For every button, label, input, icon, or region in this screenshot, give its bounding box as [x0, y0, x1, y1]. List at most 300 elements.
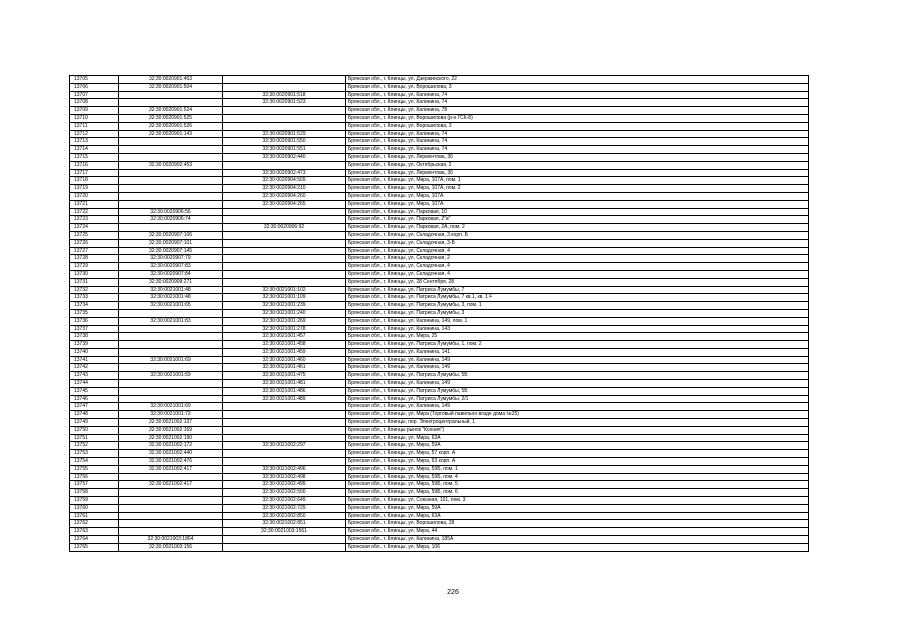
object-cadastral-number-cell: 32:30:0020904:265	[223, 200, 346, 208]
table-row	[70, 122, 809, 130]
row-number-cell: 13752	[70, 442, 119, 450]
row-number-cell: 13751	[70, 434, 119, 442]
address-cell: Брянская обл., г. Клинцы, ул. Мира, 107А, пом. 2	[346, 185, 809, 193]
registry-table-body	[70, 76, 809, 552]
cadastral-number-cell	[119, 489, 223, 497]
row-number-cell: 13764	[70, 536, 119, 544]
row-number-cell: 13716	[70, 161, 119, 169]
row-number-cell: 13754	[70, 458, 119, 466]
object-cadastral-number-cell: 32:30:0021001:457	[223, 333, 346, 341]
address-cell: Брянская обл., г. Клинцы, ул. Мира, 107А	[346, 192, 809, 200]
object-cadastral-number-cell	[223, 161, 346, 169]
object-cadastral-number-cell: 32:30:0021001:459	[223, 348, 346, 356]
cadastral-number-cell: 32:30:0020901:526	[119, 122, 223, 130]
object-cadastral-number-cell	[223, 231, 346, 239]
table-row	[70, 333, 809, 341]
cadastral-number-cell: 32:30:0021002:172	[119, 442, 223, 450]
address-cell: Брянская обл., г. Клинцы, ул. Калинина, 78	[346, 107, 809, 115]
object-cadastral-number-cell: 32:30:0021001:109	[223, 294, 346, 302]
row-number-cell: 13708	[70, 99, 119, 107]
row-number-cell: 13723	[70, 216, 119, 224]
row-number-cell: 13758	[70, 489, 119, 497]
address-cell: Брянская обл., г. Клинцы, ул. Складочная, 4	[346, 247, 809, 255]
cadastral-number-cell: 32:30:0020901:524	[119, 107, 223, 115]
object-cadastral-number-cell: 32:30:0020904:509	[223, 177, 346, 185]
table-row	[70, 341, 809, 349]
row-number-cell: 13724	[70, 224, 119, 232]
cadastral-number-cell: 32:30:0021001:48	[119, 286, 223, 294]
row-number-cell: 13744	[70, 380, 119, 388]
address-cell: Брянская обл., г. Клинцы, ул. 28 Сентября, 28	[346, 278, 809, 286]
object-cadastral-number-cell: 32:30:0021002:297	[223, 442, 346, 450]
cadastral-number-cell: 32:30:0021003:1864	[119, 536, 223, 544]
table-row	[70, 356, 809, 364]
table-row	[70, 247, 809, 255]
object-cadastral-number-cell	[223, 107, 346, 115]
table-row	[70, 169, 809, 177]
object-cadastral-number-cell	[223, 434, 346, 442]
table-row	[70, 231, 809, 239]
object-cadastral-number-cell	[223, 263, 346, 271]
row-number-cell: 13709	[70, 107, 119, 115]
cadastral-number-cell: 32:30:0020906:56	[119, 208, 223, 216]
table-row	[70, 192, 809, 200]
table-row	[70, 473, 809, 481]
address-cell: Брянская обл., г. Клинцы, ул. Калинина, 74	[346, 138, 809, 146]
row-number-cell: 13731	[70, 278, 119, 286]
cadastral-number-cell: 32:30:0021002:417	[119, 481, 223, 489]
address-cell: Брянская обл., г. Клинцы, ул. Калинина, 149	[346, 356, 809, 364]
row-number-cell: 13721	[70, 200, 119, 208]
address-cell: Брянская обл., г. Клинцы, ул. Калинина, 149	[346, 364, 809, 372]
object-cadastral-number-cell	[223, 83, 346, 91]
object-cadastral-number-cell: 32:30:0021003:1561	[223, 528, 346, 536]
address-cell: Брянская обл., г. Клинцы, ул. Калинина, 74	[346, 130, 809, 138]
object-cadastral-number-cell: 32:30:0020901:551	[223, 146, 346, 154]
object-cadastral-number-cell: 32:30:0021001:461	[223, 364, 346, 372]
row-number-cell: 13760	[70, 504, 119, 512]
cadastral-number-cell	[119, 224, 223, 232]
table-row	[70, 278, 809, 286]
row-number-cell: 13740	[70, 348, 119, 356]
object-cadastral-number-cell	[223, 411, 346, 419]
table-row	[70, 286, 809, 294]
address-cell: Брянская обл., г. Клинцы, ул. Ворошилова, 3	[346, 122, 809, 130]
table-row	[70, 114, 809, 122]
cadastral-number-cell	[119, 504, 223, 512]
table-row	[70, 372, 809, 380]
address-cell: Брянская обл., г. Клинцы, ул. Парковая, 2"в"	[346, 216, 809, 224]
table-row	[70, 442, 809, 450]
table-row	[70, 263, 809, 271]
address-cell: Брянская обл., г. Клинцы, ул. Патриса Лумумбы, 5Б	[346, 387, 809, 395]
address-cell: Брянская обл., г. Клинцы, ул. Складочная, 2	[346, 255, 809, 263]
row-number-cell: 13748	[70, 411, 119, 419]
address-cell: Брянская обл., г. Клинцы, ул. Калинина, 141	[346, 348, 809, 356]
table-row	[70, 309, 809, 317]
table-row	[70, 536, 809, 544]
row-number-cell: 13713	[70, 138, 119, 146]
address-cell: Брянская обл., г. Клинцы, ул. Мира (Торговый павильон возде дома №25)	[346, 411, 809, 419]
row-number-cell: 13741	[70, 356, 119, 364]
address-cell: Брянская обл., г. Клинцы, ул. Складочная, 3-Б	[346, 239, 809, 247]
cadastral-number-cell	[119, 395, 223, 403]
table-row	[70, 419, 809, 427]
cadastral-number-cell	[119, 309, 223, 317]
table-row	[70, 325, 809, 333]
cadastral-number-cell	[119, 387, 223, 395]
table-row	[70, 528, 809, 536]
object-cadastral-number-cell: 32:30:0021002:729	[223, 504, 346, 512]
object-cadastral-number-cell: 32:30:0021001:486	[223, 387, 346, 395]
row-number-cell: 13734	[70, 302, 119, 310]
object-cadastral-number-cell: 32:30:0021001:239	[223, 302, 346, 310]
table-row	[70, 138, 809, 146]
table-row	[70, 348, 809, 356]
cadastral-number-cell: 32:30:0020907:101	[119, 239, 223, 247]
address-cell: Брянская обл., г. Клинцы, ул. Калинина, 185А	[346, 536, 809, 544]
object-cadastral-number-cell: 32:30:0021001:481	[223, 380, 346, 388]
row-number-cell: 13746	[70, 395, 119, 403]
table-row	[70, 450, 809, 458]
cadastral-number-cell	[119, 185, 223, 193]
table-row	[70, 380, 809, 388]
address-cell: Брянская обл., г. Клинцы, ул. Калинина, 74	[346, 91, 809, 99]
object-cadastral-number-cell: 32:30:0021002:499	[223, 481, 346, 489]
object-cadastral-number-cell: 32:30:0021002:649	[223, 497, 346, 505]
table-row	[70, 520, 809, 528]
address-cell: Брянская обл., г. Клинцы, ул. Складочная, 4	[346, 270, 809, 278]
table-row	[70, 458, 809, 466]
cadastral-number-cell: 32:30:0021002:190	[119, 434, 223, 442]
table-row	[70, 403, 809, 411]
row-number-cell: 13719	[70, 185, 119, 193]
cadastral-number-cell: 32:30:0021003:156	[119, 543, 223, 551]
row-number-cell: 13729	[70, 263, 119, 271]
cadastral-number-cell: 32:30:0020907:79	[119, 255, 223, 263]
object-cadastral-number-cell: 32:30:0020901:518	[223, 91, 346, 99]
table-row	[70, 302, 809, 310]
address-cell: Брянская обл., г. Клинцы, ул. Калинина, 143	[346, 325, 809, 333]
cadastral-number-cell: 32:30:0020907:145	[119, 247, 223, 255]
address-cell: Брянская обл., г. Клинцы, ул. Лермонтова, 36	[346, 153, 809, 161]
address-cell: Брянская обл., г. Клинцы, ул. Мира, 59А	[346, 442, 809, 450]
object-cadastral-number-cell: 32:30:0021002:498	[223, 473, 346, 481]
table-row	[70, 83, 809, 91]
object-cadastral-number-cell: 32:30:0021002:496	[223, 465, 346, 473]
row-number-cell: 13717	[70, 169, 119, 177]
table-row	[70, 317, 809, 325]
cadastral-number-cell: 32:30:0021002:440	[119, 450, 223, 458]
object-cadastral-number-cell	[223, 278, 346, 286]
row-number-cell: 13707	[70, 91, 119, 99]
table-row	[70, 543, 809, 551]
table-row	[70, 411, 809, 419]
table-row	[70, 76, 809, 84]
cadastral-number-cell	[119, 512, 223, 520]
table-row	[70, 185, 809, 193]
row-number-cell: 13705	[70, 76, 119, 84]
table-row	[70, 216, 809, 224]
table-row	[70, 497, 809, 505]
table-row	[70, 153, 809, 161]
address-cell: Брянская обл., г. Клинцы, ул. Мира, 63А	[346, 512, 809, 520]
row-number-cell: 13720	[70, 192, 119, 200]
cadastral-number-cell	[119, 364, 223, 372]
row-number-cell: 13711	[70, 122, 119, 130]
address-cell: Брянская обл., г. Клинцы, ул. Мира, 25	[346, 333, 809, 341]
table-row	[70, 146, 809, 154]
cadastral-number-cell	[119, 99, 223, 107]
address-cell: Брянская обл., г. Клинцы, ул. Калинина, 149	[346, 403, 809, 411]
cadastral-number-cell	[119, 380, 223, 388]
row-number-cell: 13761	[70, 512, 119, 520]
row-number-cell: 13762	[70, 520, 119, 528]
row-number-cell: 13757	[70, 481, 119, 489]
table-row	[70, 364, 809, 372]
row-number-cell: 13714	[70, 146, 119, 154]
address-cell: Брянская обл., г. Клинцы, ул. Патриса Лумумбы, 3, пом. 1	[346, 302, 809, 310]
address-cell: Брянская обл., г. Клинцы, пер. Электроцентральный, 1	[346, 419, 809, 427]
row-number-cell: 13725	[70, 231, 119, 239]
object-cadastral-number-cell	[223, 114, 346, 122]
address-cell: Брянская обл., г. Клинцы, ул. Лермонтова, 36	[346, 169, 809, 177]
cadastral-number-cell	[119, 169, 223, 177]
row-number-cell: 13742	[70, 364, 119, 372]
object-cadastral-number-cell	[223, 543, 346, 551]
address-cell: Брянская обл., г. Клинцы, ул. Калинина, 74	[346, 99, 809, 107]
address-cell: Брянская обл., г. Клинцы, ул. Мира, 106	[346, 543, 809, 551]
table-row	[70, 107, 809, 115]
row-number-cell: 13737	[70, 325, 119, 333]
cadastral-number-cell	[119, 146, 223, 154]
row-number-cell: 13736	[70, 317, 119, 325]
object-cadastral-number-cell	[223, 76, 346, 84]
cadastral-number-cell: 32:30:0020901:504	[119, 83, 223, 91]
table-row	[70, 224, 809, 232]
address-cell: Брянская обл., г. Клинцы, ул. Ворошилова, 28	[346, 520, 809, 528]
table-row	[70, 239, 809, 247]
cadastral-number-cell	[119, 153, 223, 161]
cadastral-number-cell: 32:30:0021002:137	[119, 419, 223, 427]
row-number-cell: 13743	[70, 372, 119, 380]
address-cell: Брянская обл., г. Клинцы, ул. Мира, 59Б, пом. 1	[346, 465, 809, 473]
row-number-cell: 13763	[70, 528, 119, 536]
object-cadastral-number-cell	[223, 208, 346, 216]
row-number-cell: 13722	[70, 208, 119, 216]
address-cell: Брянская обл., г. Клинцы, ул. Калинина, 74	[346, 146, 809, 154]
object-cadastral-number-cell: 32:30:0021001:269	[223, 317, 346, 325]
object-cadastral-number-cell: 32:30:0020906:92	[223, 224, 346, 232]
row-number-cell: 13756	[70, 473, 119, 481]
table-row	[70, 395, 809, 403]
address-cell: Брянская обл., г. Клинцы, ул. Октябрьская, 2	[346, 161, 809, 169]
cadastral-number-cell	[119, 497, 223, 505]
address-cell: Брянская обл., г. Клинцы, ул. Мира, 44	[346, 528, 809, 536]
table-row	[70, 99, 809, 107]
row-number-cell: 13730	[70, 270, 119, 278]
table-row	[70, 489, 809, 497]
table-row	[70, 130, 809, 138]
row-number-cell: 13728	[70, 255, 119, 263]
table-row	[70, 161, 809, 169]
cadastral-number-cell: 32:30:0021001:69	[119, 403, 223, 411]
table-row	[70, 200, 809, 208]
object-cadastral-number-cell: 32:30:0021001:489	[223, 395, 346, 403]
object-cadastral-number-cell: 32:30:0021002:850	[223, 512, 346, 520]
cadastral-number-cell: 32:30:0020909:271	[119, 278, 223, 286]
object-cadastral-number-cell	[223, 403, 346, 411]
page-number: 226	[447, 589, 459, 596]
object-cadastral-number-cell	[223, 419, 346, 427]
object-cadastral-number-cell	[223, 239, 346, 247]
cadastral-number-cell	[119, 138, 223, 146]
row-number-cell: 13749	[70, 419, 119, 427]
row-number-cell: 13747	[70, 403, 119, 411]
row-number-cell: 13710	[70, 114, 119, 122]
table-row	[70, 255, 809, 263]
row-number-cell: 13750	[70, 426, 119, 434]
address-cell: Брянская обл., г. Клинцы, ул. Парковая, 10	[346, 208, 809, 216]
row-number-cell: 13753	[70, 450, 119, 458]
object-cadastral-number-cell	[223, 458, 346, 466]
table-row	[70, 426, 809, 434]
address-cell: Брянская обл., г. Клинцы, ул. Мира, 59Б, пом. 6	[346, 489, 809, 497]
table-row	[70, 465, 809, 473]
address-cell: Брянская обл., г. Клинцы, ул. Мира, 63 корп. А	[346, 458, 809, 466]
object-cadastral-number-cell: 32:30:0021002:851	[223, 520, 346, 528]
object-cadastral-number-cell	[223, 426, 346, 434]
row-number-cell: 13739	[70, 341, 119, 349]
object-cadastral-number-cell	[223, 450, 346, 458]
address-cell: Брянская обл., г. Клинцы, ул. Мира, 107А, пом. 1	[346, 177, 809, 185]
cadastral-number-cell: 32:30:0020907:84	[119, 270, 223, 278]
cadastral-number-cell	[119, 192, 223, 200]
address-cell: Брянская обл., г. Клинцы, ул. Мира, 59Б, пом. 4	[346, 473, 809, 481]
object-cadastral-number-cell: 32:30:0020901:550	[223, 138, 346, 146]
row-number-cell: 13715	[70, 153, 119, 161]
table-row	[70, 434, 809, 442]
address-cell: Брянская обл., г. Клинцы, ул. Калинина, 149, пом. 1	[346, 317, 809, 325]
cadastral-number-cell	[119, 341, 223, 349]
table-row	[70, 208, 809, 216]
cadastral-number-cell: 32:30:0020907:83	[119, 263, 223, 271]
cadastral-number-cell: 32:30:0021002:169	[119, 426, 223, 434]
row-number-cell: 13712	[70, 130, 119, 138]
address-cell: Брянская обл., г. Клинцы, ул. Патриса Лумумбы, 7	[346, 286, 809, 294]
cadastral-number-cell: 32:30:0021002:476	[119, 458, 223, 466]
object-cadastral-number-cell: 32:30:0021001:460	[223, 356, 346, 364]
address-cell: Брянская обл., г. Клинцы, ул. Мира, 59Б, пом. 5	[346, 481, 809, 489]
table-row	[70, 270, 809, 278]
cadastral-number-cell	[119, 200, 223, 208]
row-number-cell: 13759	[70, 497, 119, 505]
object-cadastral-number-cell	[223, 536, 346, 544]
registry-table	[69, 75, 809, 552]
row-number-cell: 13726	[70, 239, 119, 247]
row-number-cell: 13745	[70, 387, 119, 395]
cadastral-number-cell: 32:30:0021001:65	[119, 302, 223, 310]
object-cadastral-number-cell: 32:30:0020904:260	[223, 192, 346, 200]
address-cell: Брянская обл., г. Клинцы рынок "Ксения")	[346, 426, 809, 434]
cadastral-number-cell	[119, 348, 223, 356]
cadastral-number-cell	[119, 333, 223, 341]
cadastral-number-cell: 32:30:0020902:453	[119, 161, 223, 169]
table-row	[70, 481, 809, 489]
table-row	[70, 387, 809, 395]
object-cadastral-number-cell: 32:30:0021002:500	[223, 489, 346, 497]
cadastral-number-cell: 32:30:0020901:525	[119, 114, 223, 122]
cadastral-number-cell: 32:30:0021001:48	[119, 294, 223, 302]
address-cell: Брянская обл., г. Клинцы, ул. Мира, 57 корп. А	[346, 450, 809, 458]
address-cell: Брянская обл., г. Клинцы, ул. Патриса Лумумбы, 3	[346, 309, 809, 317]
row-number-cell: 13733	[70, 294, 119, 302]
address-cell: Брянская обл., г. Клинцы, ул. Калинина, 149	[346, 380, 809, 388]
row-number-cell: 13735	[70, 309, 119, 317]
object-cadastral-number-cell: 32:30:0020904:210	[223, 185, 346, 193]
cadastral-number-cell: 32:30:0021001:59	[119, 372, 223, 380]
object-cadastral-number-cell: 32:30:0020902:473	[223, 169, 346, 177]
row-number-cell: 13727	[70, 247, 119, 255]
address-cell: Брянская обл., г. Клинцы, ул. Патриса Лумумбы, 2/1	[346, 395, 809, 403]
table-row	[70, 91, 809, 99]
row-number-cell: 13738	[70, 333, 119, 341]
object-cadastral-number-cell: 32:30:0021001:458	[223, 341, 346, 349]
table-row	[70, 512, 809, 520]
address-cell: Брянская обл., г. Клинцы, ул. Мира, 107А	[346, 200, 809, 208]
cadastral-number-cell	[119, 473, 223, 481]
object-cadastral-number-cell	[223, 247, 346, 255]
row-number-cell: 13732	[70, 286, 119, 294]
object-cadastral-number-cell	[223, 270, 346, 278]
object-cadastral-number-cell	[223, 122, 346, 130]
object-cadastral-number-cell: 32:30:0021001:102	[223, 286, 346, 294]
address-cell: Брянская обл., г. Клинцы, ул. Патриса Лумумбы, 7 кв.1, кв. 1 F	[346, 294, 809, 302]
cadastral-number-cell: 32:30:0021001:69	[119, 356, 223, 364]
cadastral-number-cell: 32:30:0021001:83	[119, 317, 223, 325]
cadastral-number-cell: 32:30:0020906:74	[119, 216, 223, 224]
cadastral-number-cell: 32:30:0020907:106	[119, 231, 223, 239]
address-cell: Брянская обл., г. Клинцы, ул. Ворошилова, 3	[346, 83, 809, 91]
object-cadastral-number-cell	[223, 216, 346, 224]
row-number-cell: 13706	[70, 83, 119, 91]
cadastral-number-cell: 32:30:0020901:143	[119, 130, 223, 138]
cadastral-number-cell: 32:30:0021001:72	[119, 411, 223, 419]
table-row	[70, 504, 809, 512]
row-number-cell: 13765	[70, 543, 119, 551]
address-cell: Брянская обл., г. Клинцы, ул. Парковая, 2А, пом. 2	[346, 224, 809, 232]
address-cell: Брянская обл., г. Клинцы, ул. Складочная, 3 корп. Б	[346, 231, 809, 239]
address-cell: Брянская обл., г. Клинцы, ул. Мира, 59А	[346, 504, 809, 512]
cadastral-number-cell	[119, 520, 223, 528]
address-cell: Брянская обл., г. Клинцы, ул. Союзная, 101, пом. 3	[346, 497, 809, 505]
cadastral-number-cell: 32:30:0021002:417	[119, 465, 223, 473]
cadastral-number-cell	[119, 177, 223, 185]
row-number-cell: 13755	[70, 465, 119, 473]
cadastral-number-cell	[119, 528, 223, 536]
object-cadastral-number-cell: 32:30:0021001:240	[223, 309, 346, 317]
table-row	[70, 294, 809, 302]
object-cadastral-number-cell: 32:30:0020901:523	[223, 99, 346, 107]
address-cell: Брянская обл., г. Клинцы, ул. Мира, 63А	[346, 434, 809, 442]
address-cell: Брянская обл., г. Клинцы, ул. Патриса Лумумбы, 5Б	[346, 372, 809, 380]
cadastral-number-cell	[119, 325, 223, 333]
object-cadastral-number-cell: 32:30:0020902:440	[223, 153, 346, 161]
object-cadastral-number-cell: 32:30:0021001:278	[223, 325, 346, 333]
table-row	[70, 177, 809, 185]
address-cell: Брянская обл., г. Клинцы, ул. Дзержинского, 22	[346, 76, 809, 84]
object-cadastral-number-cell: 32:30:0021001:475	[223, 372, 346, 380]
